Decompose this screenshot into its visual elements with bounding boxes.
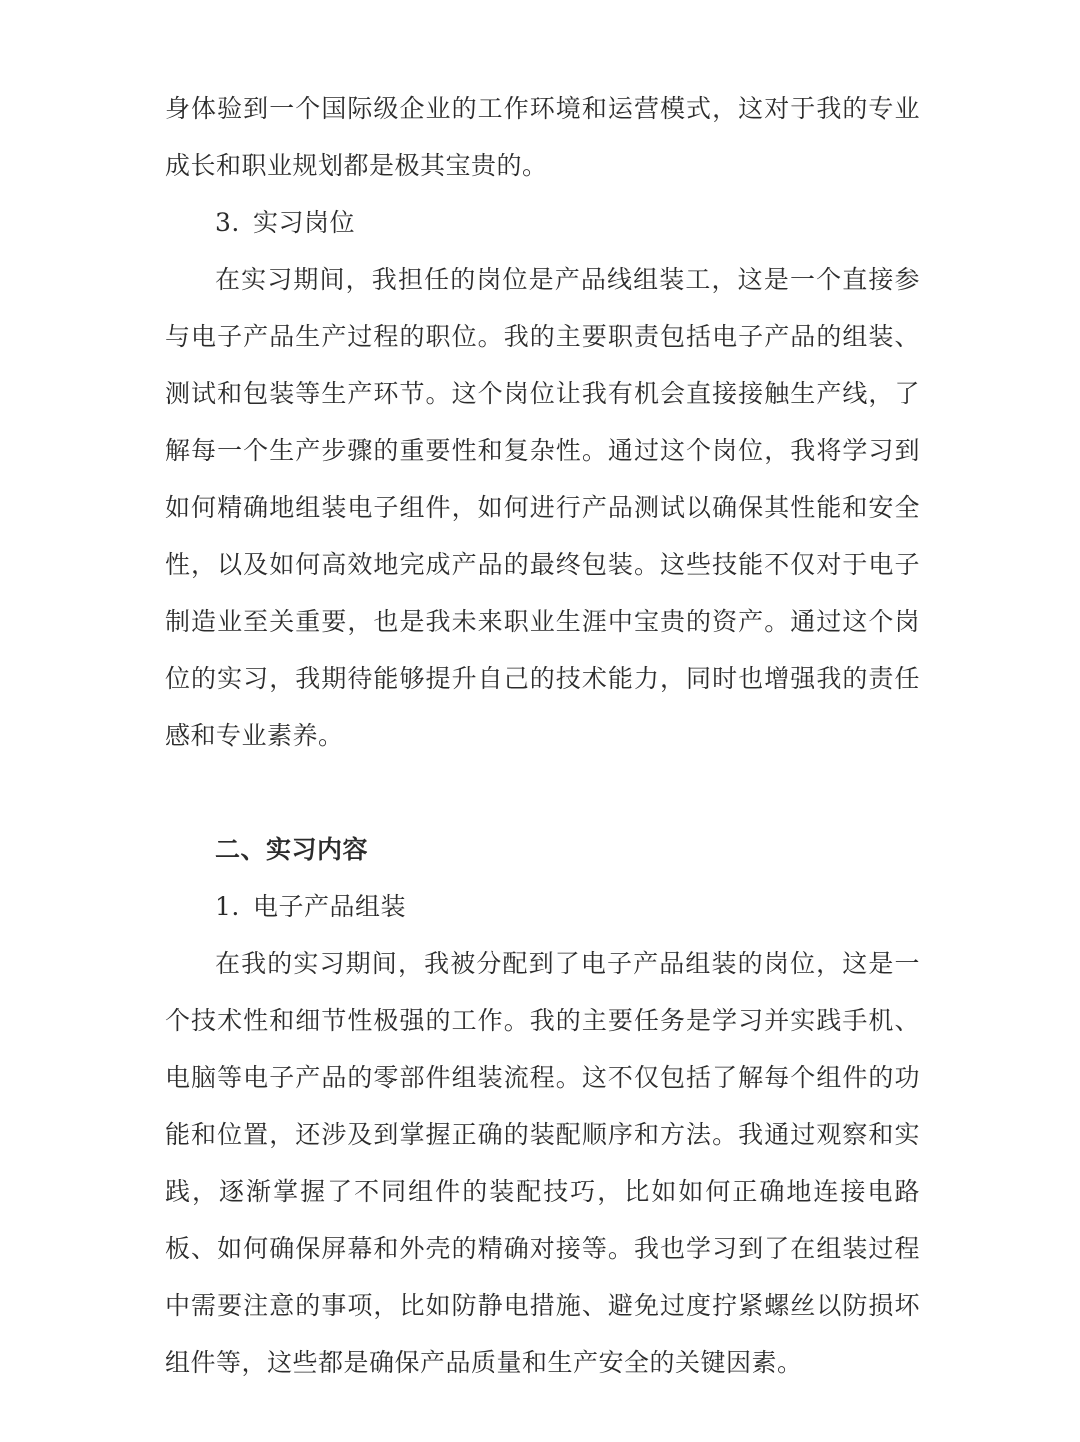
section-heading-electronics-assembly: [165, 878, 920, 935]
document-body: [165, 80, 920, 1391]
chapter-heading-internship-content: 二、实习内容: [215, 835, 369, 864]
paragraph-internship-position: 在实习期间，我担任的岗位是产品线组装工，这是一个直接参与电子产品生产过程的职位。我的主要职责包括电子产品的组装、测试和包装等生产环节。这个岗位让我有机会直接接触生产线，了解每一个生产步骤的重要性和复杂性。通过这个岗位，我将学习到如何精确地组装电子组件，如何进行产品测试以确保其性能和安全性，以及如何高效地完成产品的最终包装。这些技能不仅对于电子制造业至关重要，也是我未来职业生涯中宝贵的资产。通过这个岗位的实习，我期待能够提升自己的技术能力，同时也增强我的责任感和专业素养。: [165, 265, 920, 750]
paragraph-intro-end: 身体验到一个国际级企业的工作环境和运营模式，这对于我的专业成长和职业规划都是极其宝贵的。: [165, 94, 920, 180]
section-heading-internship-position: [165, 194, 920, 251]
section-title: 电子产品组装: [253, 892, 407, 921]
paragraph-electronics-assembly: 在我的实习期间，我被分配到了电子产品组装的岗位，这是一个技术性和细节性极强的工作。我的主要任务是学习并实践手机、电脑等电子产品的零部件组装流程。这不仅包括了解每个组件的功能和位置，还涉及到掌握正确的装配顺序和方法。我通过观察和实践，逐渐掌握了不同组件的装配技巧，比如如何正确地连接电路板、如何确保屏幕和外壳的精确对接等。我也学习到了在组装过程中需要注意的事项，比如防静电措施、避免过度拧紧螺丝以防损坏组件等，这些都是确保产品质量和生产安全的关键因素。: [165, 949, 920, 1377]
section-number: 1.: [215, 892, 240, 921]
section-number: 3.: [215, 208, 240, 237]
section-title: 实习岗位: [253, 208, 356, 237]
